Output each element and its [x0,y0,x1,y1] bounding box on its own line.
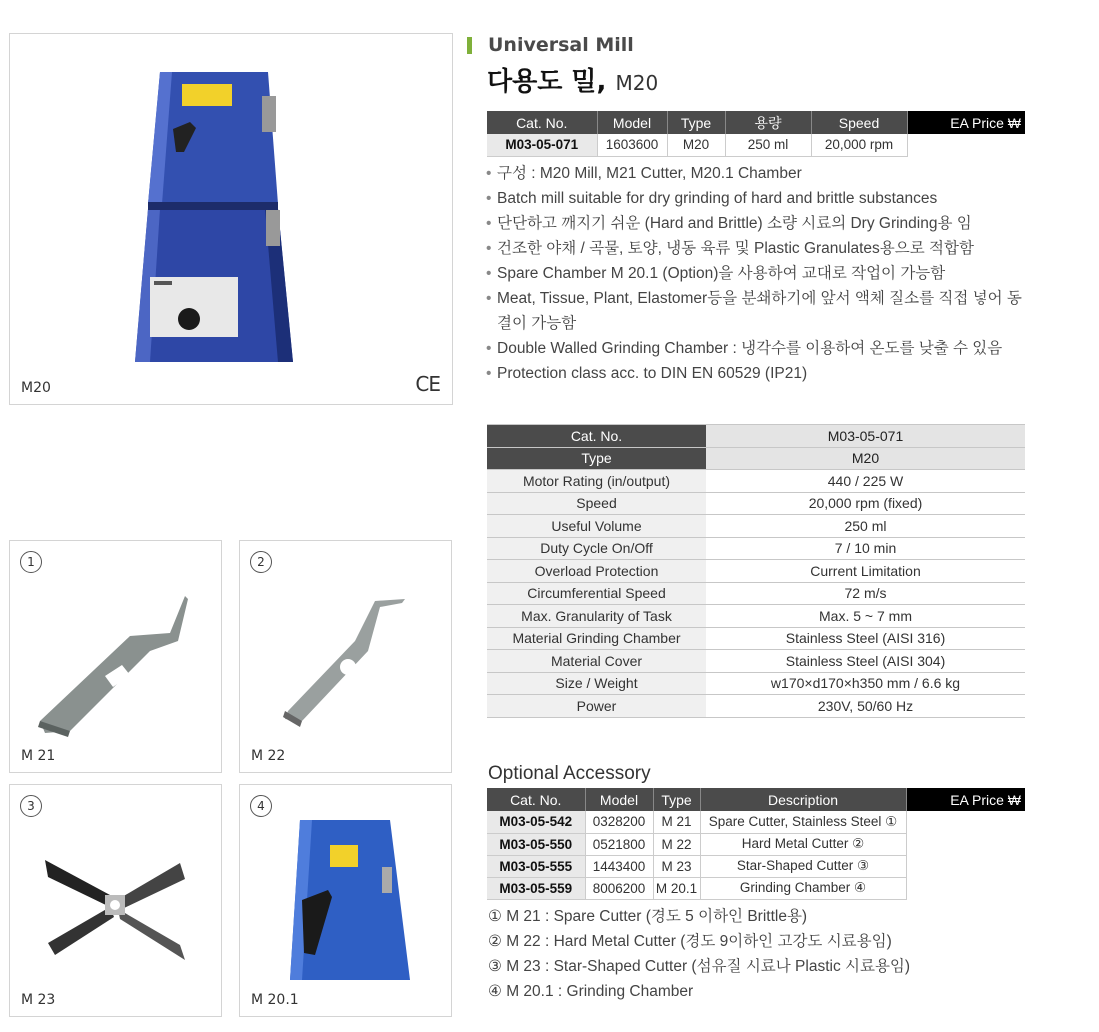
grinding-chamber-illustration [240,785,452,1017]
order-cell-price [907,134,1025,156]
spec-label: Material Cover [487,650,706,673]
spec-row [487,537,1025,560]
spec-label: Cat. No. [487,425,706,448]
acc-header-model: Model [585,788,653,811]
m20-mill-illustration [10,34,453,405]
spare-cutter-illustration [10,541,222,773]
order-cell-model: 1603600 [597,134,667,156]
order-header-type: Type [667,111,725,134]
order-cell-volume: 250 ml [725,134,811,156]
spec-row [487,605,1025,628]
acc-cell-model: 0521800 [585,833,653,855]
main-image-caption: M20 [21,380,51,396]
spec-row [487,582,1025,605]
spec-value: w170×d170×h350 mm / 6.6 kg [706,672,1025,695]
circle-number-4: 4 [250,795,272,817]
spec-row [487,560,1025,583]
circle-number-3: 3 [20,795,42,817]
accessory-image-m22 [239,540,452,773]
spec-label: Motor Rating (in/output) [487,470,706,493]
table-row [487,855,1025,877]
spec-label: Power [487,695,706,718]
accessory-caption-m23: M 23 [21,992,56,1008]
acc-cell-catno: M03-05-550 [487,833,585,855]
accessory-section-title: Optional Accessory [488,763,651,784]
accessory-note: ① M 21 : Spare Cutter (경도 5 이하인 Brittle용) [488,908,808,925]
product-title-en: Universal Mill [488,34,634,56]
acc-cell-catno: M03-05-559 [487,877,585,899]
table-row [487,833,1025,855]
spec-value: 230V, 50/60 Hz [706,695,1025,718]
accessory-image-m23 [9,784,222,1017]
feature-item: • Spare Chamber M 20.1 (Option)을 사용하여 교대로 작업이 가능함 [486,261,1026,286]
circle-number-1: 1 [20,551,42,573]
spec-value: M20 [706,447,1025,470]
spec-value: 440 / 225 W [706,470,1025,493]
acc-cell-price [906,855,1025,877]
order-header-price: EA Price ₩ [907,111,1025,134]
main-product-image [9,33,453,405]
spec-label: Max. Granularity of Task [487,605,706,628]
acc-cell-model: 1443400 [585,855,653,877]
star-cutter-illustration [10,785,222,1017]
accessory-notes [488,904,910,1004]
acc-cell-type: M 22 [653,833,700,855]
acc-cell-type: M 20.1 [653,877,700,899]
accessory-table [487,788,1025,900]
order-cell-catno: M03-05-071 [487,134,597,156]
product-title-ko-text: 다용도 밀, [487,67,607,97]
spec-label: Useful Volume [487,515,706,538]
table-row [487,811,1025,833]
spec-value: Current Limitation [706,560,1025,583]
spec-row [487,672,1025,695]
acc-cell-catno: M03-05-555 [487,855,585,877]
acc-cell-price [906,811,1025,833]
ce-mark-logo: CE [415,372,440,396]
order-cell-type: M20 [667,134,725,156]
accessory-image-m20-1 [239,784,452,1017]
spec-value: 7 / 10 min [706,537,1025,560]
order-header-volume: 용량 [725,111,811,134]
acc-cell-description: Hard Metal Cutter ② [700,833,906,855]
feature-item: • Protection class acc. to DIN EN 60529 (IP21) [486,361,1026,386]
acc-cell-catno: M03-05-542 [487,811,585,833]
order-header-speed: Speed [811,111,907,134]
title-accent-bar [467,37,472,54]
acc-header-price: EA Price ₩ [906,788,1025,811]
feature-item: • 구성 : M20 Mill, M21 Cutter, M20.1 Chamber [486,161,1026,186]
acc-cell-price [906,833,1025,855]
order-header-catno: Cat. No. [487,111,597,134]
feature-item: • Batch mill suitable for dry grinding of hard and brittle substances [486,186,1026,211]
spec-value: 20,000 rpm (fixed) [706,492,1025,515]
spec-row [487,515,1025,538]
acc-cell-model: 0328200 [585,811,653,833]
acc-cell-model: 8006200 [585,877,653,899]
acc-cell-type: M 21 [653,811,700,833]
product-title-model: M20 [615,71,659,95]
spec-label: Circumferential Speed [487,582,706,605]
feature-item: • 단단하고 깨지기 쉬운 (Hard and Brittle) 소량 시료의 Dry Grinding용 임 [486,211,1026,236]
spec-label: Size / Weight [487,672,706,695]
accessory-note: ② M 22 : Hard Metal Cutter (경도 9이하인 고강도 시료용임) [488,933,892,950]
spec-row [487,447,1025,470]
spec-label: Duty Cycle On/Off [487,537,706,560]
spec-value: 250 ml [706,515,1025,538]
hard-metal-cutter-illustration [240,541,452,773]
order-cell-speed: 20,000 rpm [811,134,907,156]
spec-label: Speed [487,492,706,515]
spec-label: Type [487,447,706,470]
spec-value: Stainless Steel (AISI 316) [706,627,1025,650]
acc-cell-description: Spare Cutter, Stainless Steel ① [700,811,906,833]
acc-header-type: Type [653,788,700,811]
spec-table [487,424,1025,718]
accessory-note: ④ M 20.1 : Grinding Chamber [488,983,694,1000]
product-title-ko [487,61,658,98]
spec-row [487,695,1025,718]
feature-item: • Meat, Tissue, Plant, Elastomer등을 분쇄하기에 앞서 액체 질소를 직접 넣어 동결이 가능함 [486,286,1026,336]
spec-value: 72 m/s [706,582,1025,605]
spec-row [487,492,1025,515]
feature-item: • 건조한 야채 / 곡물, 토양, 냉동 육류 및 Plastic Granulates용으로 적합함 [486,236,1026,261]
acc-cell-description: Star-Shaped Cutter ③ [700,855,906,877]
spec-row [487,470,1025,493]
circle-number-2: 2 [250,551,272,573]
acc-header-catno: Cat. No. [487,788,585,811]
accessory-caption-m22: M 22 [251,748,286,764]
acc-header-description: Description [700,788,906,811]
acc-cell-description: Grinding Chamber ④ [700,877,906,899]
spec-label: Material Grinding Chamber [487,627,706,650]
accessory-caption-m20-1: M 20.1 [251,992,299,1008]
acc-cell-price [906,877,1025,899]
accessory-note: ③ M 23 : Star-Shaped Cutter (섬유질 시료나 Plastic 시료용임) [488,958,911,975]
accessory-caption-m21: M 21 [21,748,56,764]
spec-row [487,650,1025,673]
feature-list [486,161,1026,386]
spec-value: Max. 5 ~ 7 mm [706,605,1025,628]
spec-row [487,627,1025,650]
acc-cell-type: M 23 [653,855,700,877]
spec-row [487,425,1025,448]
table-row [487,877,1025,899]
feature-item: • Double Walled Grinding Chamber : 냉각수를 이용하여 온도를 낮출 수 있음 [486,336,1026,361]
order-table [487,111,1025,157]
accessory-image-m21 [9,540,222,773]
spec-value: M03-05-071 [706,425,1025,448]
order-header-model: Model [597,111,667,134]
spec-label: Overload Protection [487,560,706,583]
spec-value: Stainless Steel (AISI 304) [706,650,1025,673]
